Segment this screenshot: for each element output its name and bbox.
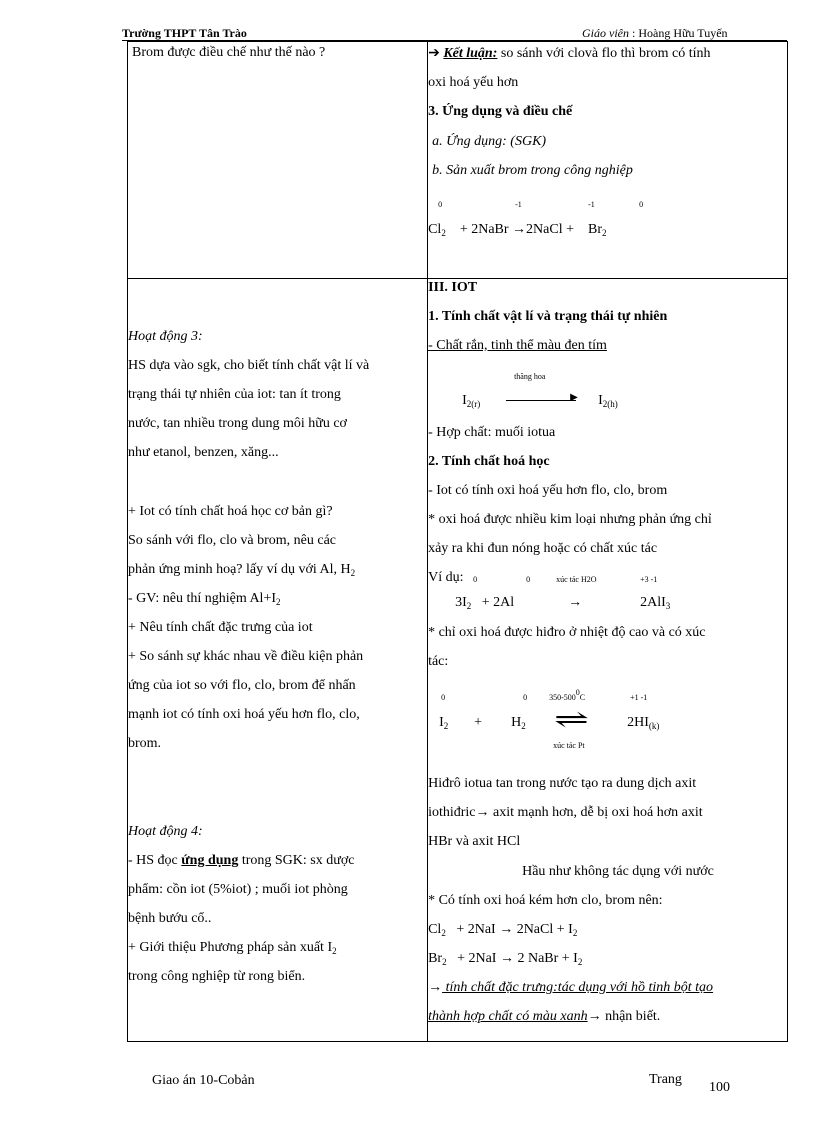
temp-degree: 0 [575,688,580,697]
chem-line: - Iot có tính oxi hoá yếu hơn flo, clo, brom [428,483,668,498]
question-text: phản ứng minh hoạ? lấy ví dụ với Al, H [128,562,351,577]
r2-prod: 2HI [627,715,649,730]
r1-a-sub: 2 [466,601,472,611]
gv-line [128,591,281,607]
ox-state: +1 -1 [630,693,648,702]
chem-line: xảy ra khi đun nóng hoặc có chất xúc tác [428,541,658,556]
school-name: Trường THPT Tân Trào [122,26,247,40]
ox-state: 0 [523,693,528,702]
footer-course: Giao án 10-Cobản [152,1073,255,1088]
r3-a: Cl [428,922,442,937]
question-line: So sánh với flo, clo và brom, nêu các [128,533,337,548]
eq-cl: Cl [428,222,442,237]
teacher-info [582,26,728,41]
gv-sub: 2 [276,597,281,607]
more-line: + So sánh sự khác nhau về điều kiện phản [128,649,364,664]
r3-b-sub: 2 [572,928,578,938]
activity4-line: trong công nghiệp từ rong biển. [128,969,306,984]
activity3-line: như etanol, benzen, xăng... [128,445,279,460]
r2-h2 [511,715,526,731]
hi-line: HBr và axit HCl [428,834,521,849]
ox-state: 0 [441,693,446,702]
row1-question: Brom được điều chế như thế nào ? [132,45,326,60]
hydrogen-line: * chỉ oxi hoá được hiđro ở nhiệt độ cao và có xúc [428,625,706,640]
question-line: + Iot có tính chất hoá học cơ bản gì? [128,504,333,519]
catalyst-pt-label: xúc tác Pt [553,741,585,750]
hd4-pre: - HS đọc [128,853,182,868]
catalyst-label: xúc tác H2O [556,575,597,584]
eq-cl-sub: 2 [441,228,446,238]
hi-line: iothiđric→ axit mạnh hơn, dễ bị oxi hoá hơn axit [428,805,703,820]
section2-heading: 2. Tính chất hoá học [428,454,550,469]
r1-arrow: → [568,595,583,610]
sublimation-label: thăng hoa [514,372,546,381]
more-line: + Nêu tính chất đặc trưng của iot [128,620,313,635]
r1-c: 2AlI [640,595,666,610]
temp-unit: C [579,693,586,702]
conclusion-label: Kết luận: [443,46,498,61]
section3-heading: 3. Ứng dụng và điều chế [428,104,573,119]
hd4-gioi-sub: 2 [332,946,337,956]
conclusion-arrow: ➔ [428,46,440,61]
activity3-line: HS dựa vào sgk, cho biết tính chất vật lí và [128,358,370,373]
teacher-label: Giáo viên [582,26,629,40]
final-text-2b: → nhận biết. [587,1009,661,1024]
activity3-title: Hoạt động 3: [128,329,203,344]
r4-a-sub: 2 [442,957,447,967]
row1-right-cell [428,42,788,279]
sub-b: b. Sản xuất brom trong công nghiệp [432,163,633,178]
temperature-label [549,688,586,702]
activity4-line: bệnh bướu cổ.. [128,911,212,926]
conclusion-text-1: so sánh với clovà flo thì brom có tính [497,46,711,61]
hd4-post: trong SGK: sx dược [238,853,355,868]
r1-a: 3I [455,595,467,610]
ox-state: 0 [526,575,531,584]
chem-line: * oxi hoá được nhiều kim loại nhưng phản ứng chỉ [428,512,712,527]
eq-br-sub: 2 [602,228,607,238]
activity4-line [128,940,337,956]
iodine-al-reaction [455,595,514,611]
physical-property: - Chất rắn, tinh thể màu đen tím [428,338,607,353]
activity3-line: trạng thái tự nhiên của iot: tan ít trong [128,387,341,402]
ox-state: +3 -1 [640,575,658,584]
r1-product [640,595,670,611]
r1-b: + 2Al [481,595,515,610]
r2-i-sub: 2 [443,721,449,731]
activity3-line: nước, tan nhiều trong dung môi hữu cơ [128,416,347,431]
r2-product [627,715,659,731]
r1-c-sub: 3 [665,601,671,611]
r2-h: H [511,715,522,730]
starch-test-line-1 [428,980,713,996]
i2-r: I [462,393,467,408]
arrow-head-icon: ▶ [570,392,578,403]
activity4-title: Hoạt động 4: [128,824,203,839]
nai-br-reaction [428,951,582,967]
lesson-table [127,41,788,1042]
equilibrium-arrow: ⇌ [554,705,589,734]
final-text-1: tính chất đặc trưng:tác dụng với hồ tinh bột tạo [442,980,714,995]
weak-oxidizer-line: * Có tính oxi hoá kém hơn clo, brom nên: [428,893,663,908]
i2-r-sub: 2(r) [466,399,481,409]
eq-reactant: + 2NaBr [459,222,509,237]
eq-product: 2NaCl + [526,222,574,237]
r4-b: + 2NaI → 2 NaBr + I [457,951,578,966]
final-arrow: → [428,980,443,995]
more-line: mạnh iot có tính oxi hoá yếu hơn flo, clo, [128,707,360,722]
table-row [128,279,788,1042]
final-text-2: thành hợp chất có màu xanh [428,1009,588,1024]
temp-range: 350-500 [549,693,576,702]
row2-right-cell [428,279,788,1042]
gv-text: - GV: nêu thí nghiệm Al+I [128,591,277,606]
activity4-line: phẩm: cồn iot (5%iot) ; muối iot phòng [128,882,348,897]
footer-trang: Trang [649,1072,682,1087]
activity4-line [128,853,354,869]
more-line: brom. [128,736,162,751]
water-line: Hầu như không tác dụng với nước [522,864,714,879]
section1-heading: 1. Tính chất vật lí và trạng thái tự nhiên [428,309,668,324]
bromine-equation [428,222,606,238]
conclusion-line-1 [428,45,710,62]
hi-line: Hiđrô iotua tan trong nước tạo ra dung dịch axit [428,776,697,791]
conclusion-line-2: oxi hoá yếu hơn [428,75,519,90]
r4-b-sub: 2 [577,957,583,967]
row2-left-cell [128,279,428,1042]
hd4-underlined: ứng dụng [181,853,239,868]
r2-i: I [439,715,444,730]
r2-i2 [439,715,448,731]
row1-left-cell [128,42,428,279]
r3-a-sub: 2 [441,928,446,938]
i2-h-sub: 2(h) [602,399,618,409]
compound-line: - Hợp chất: muối iotua [428,425,556,440]
teacher-name: : Hoàng Hữu Tuyến [629,26,728,40]
example-label: Ví dụ: [428,570,464,585]
table-row [128,42,788,279]
r2-h-sub: 2 [521,721,526,731]
r4-a: Br [428,951,443,966]
sub-a: a. Ứng dụng: (SGK) [432,134,547,149]
h2-sub: 2 [350,568,356,578]
ox-state: 0 [639,200,644,209]
ox-state: -1 [515,200,522,209]
ox-state: -1 [588,200,595,209]
ox-state: 0 [473,575,478,584]
iot-title: III. IOT [428,280,478,295]
i2-h: I [598,393,603,408]
eq-br: Br [588,222,602,237]
starch-test-line-2 [428,1009,660,1025]
r3-b: + 2NaI → 2NaCl + I [456,922,573,937]
sublimation-arrow [506,400,576,401]
r2-plus: + [474,715,482,730]
question-line [128,562,355,578]
i2-gas [598,393,618,409]
page-number: 100 [709,1080,730,1095]
ox-state: 0 [438,200,443,209]
eq-arrow: → [512,222,527,237]
nai-cl-reaction [428,922,577,938]
more-line: ứng của iot so với flo, clo, brom để nhấn [128,678,356,693]
r2-prod-sub: (k) [648,721,660,731]
hd4-gioi: + Giới thiệu Phương pháp sản xuất I [128,940,333,955]
hydrogen-line: tác: [428,654,449,669]
i2-solid [462,393,480,409]
